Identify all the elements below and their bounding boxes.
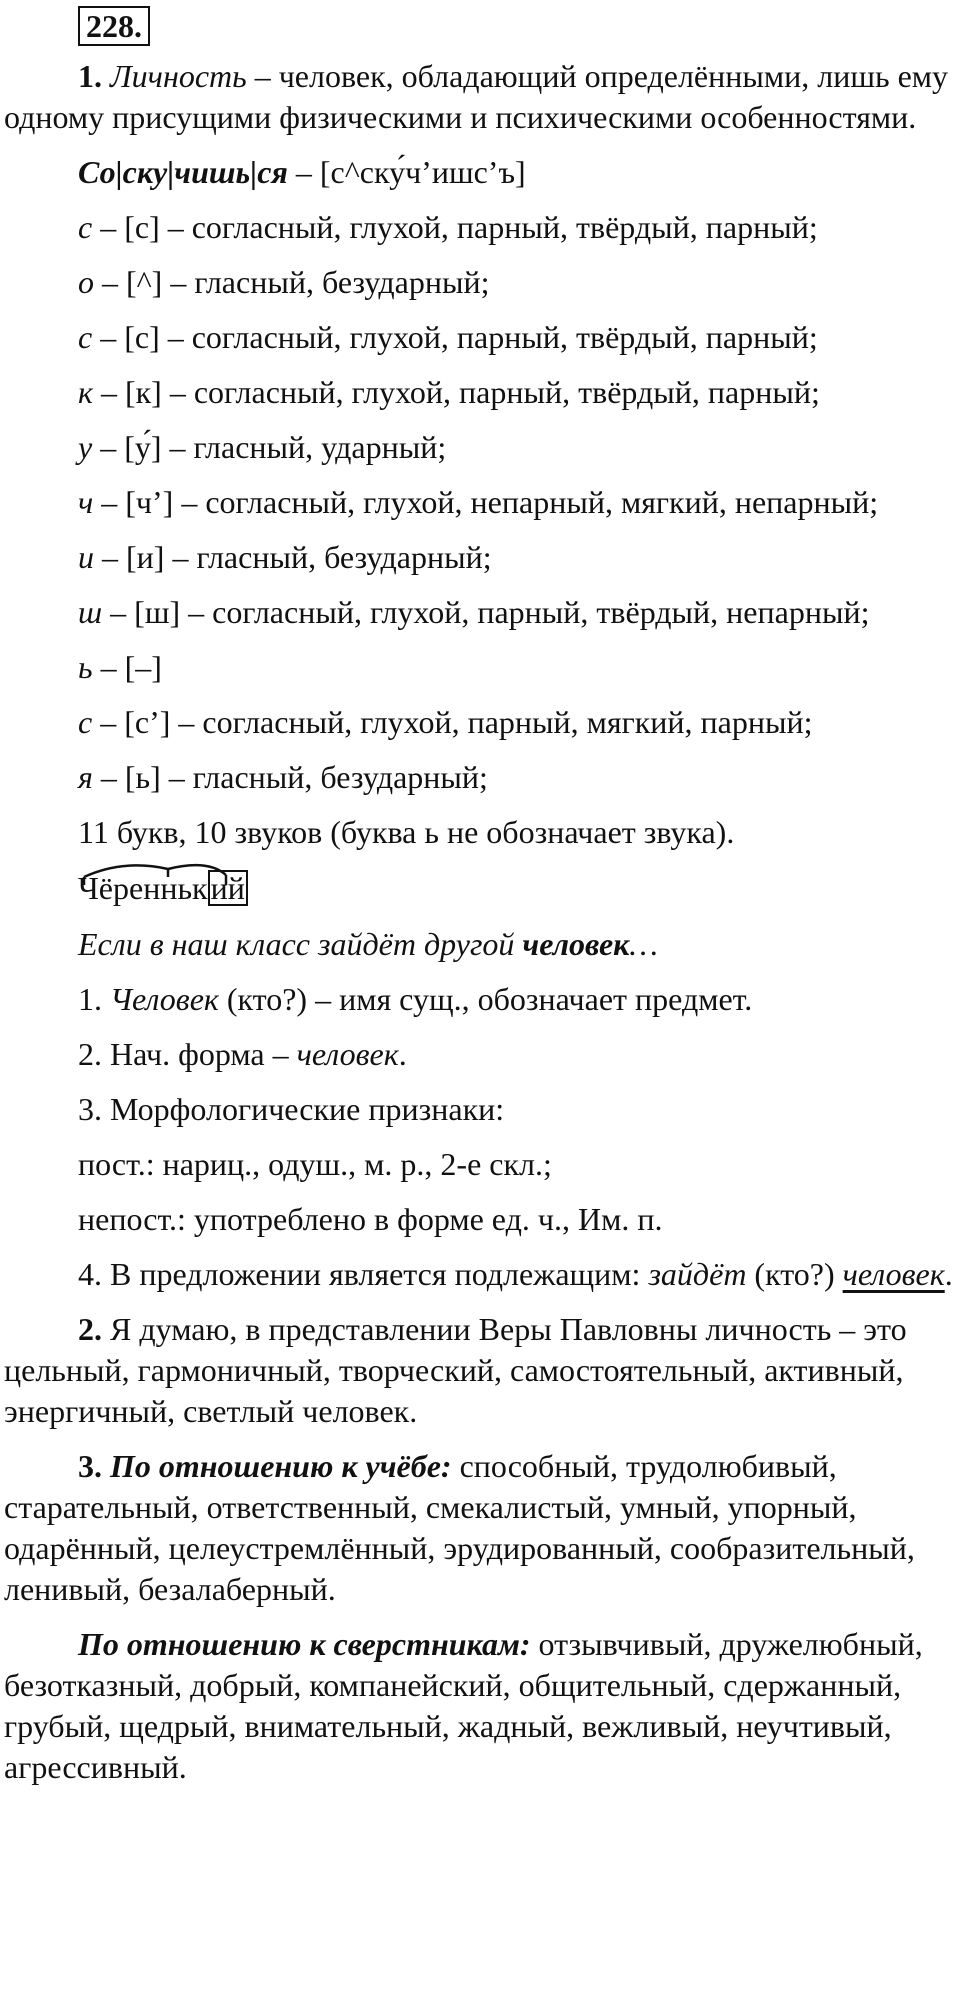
phonetic-row xyxy=(4,207,960,248)
phonetic-description: – [с] – согласный, глухой, парный, твёрдый, парный; xyxy=(92,319,818,355)
letters-sounds-summary: 11 букв, 10 звуков (буква ь не обозначает звука). xyxy=(78,814,735,850)
analysis-line-3: 3. Морфологические признаки: xyxy=(78,1091,505,1127)
analysis-word: Человек xyxy=(110,981,219,1017)
analysis-line-5: непост.: употреблено в форме ед. ч., Им. п. xyxy=(78,1201,663,1237)
part3-number: 3. xyxy=(78,1448,102,1484)
exercise-number: 228. xyxy=(78,6,150,46)
syllable-divider: | xyxy=(167,154,175,190)
sentence-end: … xyxy=(629,926,658,962)
phonetic-description: – [к] – согласный, глухой, парный, твёрдый, парный; xyxy=(92,374,820,410)
phonetic-description: – [ь] – гласный, безударный; xyxy=(92,759,488,795)
part2-number: 2. xyxy=(78,1311,102,1347)
phonetic-letter: с xyxy=(78,209,93,245)
term-lichnost: Личность xyxy=(110,58,247,94)
phonetic-row xyxy=(4,482,960,523)
analysis-text: (кто?) – имя сущ., обозначает предмет. xyxy=(218,981,753,1017)
phonetic-row xyxy=(4,372,960,413)
study-text: способный, трудолюбивый, старательный, ответственный, смекалистый, умный, упорный, одарённый, целеустремлённый, эрудированный, сообразительный, ленивый, безалаберный. xyxy=(4,1448,915,1607)
phonetic-row xyxy=(4,757,960,798)
analysis-text: (кто?) xyxy=(746,1256,843,1292)
analysis-text: . xyxy=(398,1036,407,1072)
analysis-line-1 xyxy=(4,979,960,1020)
phonetic-description: – [с] – согласный, глухой, парный, твёрдый, парный; xyxy=(92,209,818,245)
part3-peers-paragraph xyxy=(4,1624,960,1788)
phonetic-letter: с xyxy=(78,319,93,355)
phonetic-letter: к xyxy=(78,374,93,410)
word-part: ся xyxy=(257,154,288,190)
analysis-word: человек xyxy=(296,1036,399,1072)
peers-text: отзывчивый, дружелюбный, безотказный, добрый, компанейский, общительный, сдержанный, грубый, щедрый, внимательный, жадный, вежливый, неучтивый, агрессивный. xyxy=(4,1626,923,1785)
phonetic-row xyxy=(4,427,960,468)
phonetic-letter: и xyxy=(78,539,94,575)
phonetic-row xyxy=(4,317,960,358)
phonetic-letter: о xyxy=(78,264,94,300)
morph-stem: Чёренньк xyxy=(78,870,208,906)
syllable-divider: | xyxy=(250,154,258,190)
part1-definition xyxy=(4,56,960,138)
morph-word xyxy=(78,865,248,911)
analysis-line-6 xyxy=(4,1254,960,1295)
word-transcription xyxy=(4,152,960,193)
phonetic-description: – [ч’] – согласный, глухой, непарный, мягкий, непарный; xyxy=(93,484,879,520)
phonetic-letter: ч xyxy=(78,484,94,520)
phonetic-row xyxy=(4,592,960,633)
phonetic-analysis-list xyxy=(4,207,960,798)
phonetic-letter: с xyxy=(78,704,93,740)
example-sentence xyxy=(4,924,960,965)
phonetic-description: – [и] – гласный, безударный; xyxy=(94,539,492,575)
phonetic-description: – [ш] – согласный, глухой, парный, твёрдый, непарный; xyxy=(102,594,870,630)
phonetic-description: – [с’] – согласный, глухой, парный, мягкий, парный; xyxy=(92,704,813,740)
subject-word: человек xyxy=(842,1256,945,1292)
phonetic-letter: я xyxy=(78,759,93,795)
morph-ending: ий xyxy=(208,870,248,906)
sentence-italic: Если в наш класс зайдёт другой xyxy=(78,926,523,962)
root-arc-icon xyxy=(78,859,278,883)
phonetic-description: – [у́] – гласный, ударный; xyxy=(92,429,447,465)
analysis-text: . xyxy=(944,1256,953,1292)
morphemic-analysis xyxy=(78,865,960,911)
peers-heading: По отношению к сверстникам: xyxy=(78,1626,531,1662)
phonetic-row xyxy=(4,262,960,303)
predicate-word: зайдёт xyxy=(648,1256,747,1292)
analysis-text: 4. В предложении является подлежащим: xyxy=(78,1256,649,1292)
word-part: Со xyxy=(78,154,116,190)
part1-number: 1. xyxy=(78,58,102,94)
analysis-text: 2. Нач. форма – xyxy=(78,1036,297,1072)
word-part: чишь xyxy=(174,154,251,190)
exercise-number-row xyxy=(4,6,960,46)
part2-paragraph xyxy=(4,1309,960,1432)
phonetic-description: – [–] xyxy=(92,649,162,685)
phonetic-row xyxy=(4,647,960,688)
transcription: – [с^ску́ч’ишс’ъ] xyxy=(287,154,526,190)
phonetic-row xyxy=(4,537,960,578)
analysis-line-4: пост.: нариц., одуш., м. р., 2-е скл.; xyxy=(78,1146,552,1182)
study-heading: По отношению к учёбе: xyxy=(110,1448,452,1484)
word-part: ску xyxy=(122,154,168,190)
definition-text: – человек, обладающий определёнными, лишь ему одному присущими физическими и психическими особенностями. xyxy=(4,58,949,135)
part2-text: Я думаю, в представлении Веры Павловны личность – это цельный, гармоничный, творческий, самостоятельный, активный, энергичный, светлый человек. xyxy=(4,1311,907,1429)
phonetic-row xyxy=(4,702,960,743)
phonetic-description: – [^] – гласный, безударный; xyxy=(94,264,490,300)
analysis-num: 1. xyxy=(78,981,110,1017)
word-parts xyxy=(78,154,288,190)
phonetic-letter: ь xyxy=(78,649,93,685)
sentence-bold-word: человек xyxy=(522,926,630,962)
part3-study-paragraph xyxy=(4,1446,960,1610)
syllable-divider: | xyxy=(115,154,123,190)
analysis-line-2 xyxy=(4,1034,960,1075)
phonetic-letter: ш xyxy=(78,594,103,630)
phonetic-letter: у xyxy=(78,429,93,465)
